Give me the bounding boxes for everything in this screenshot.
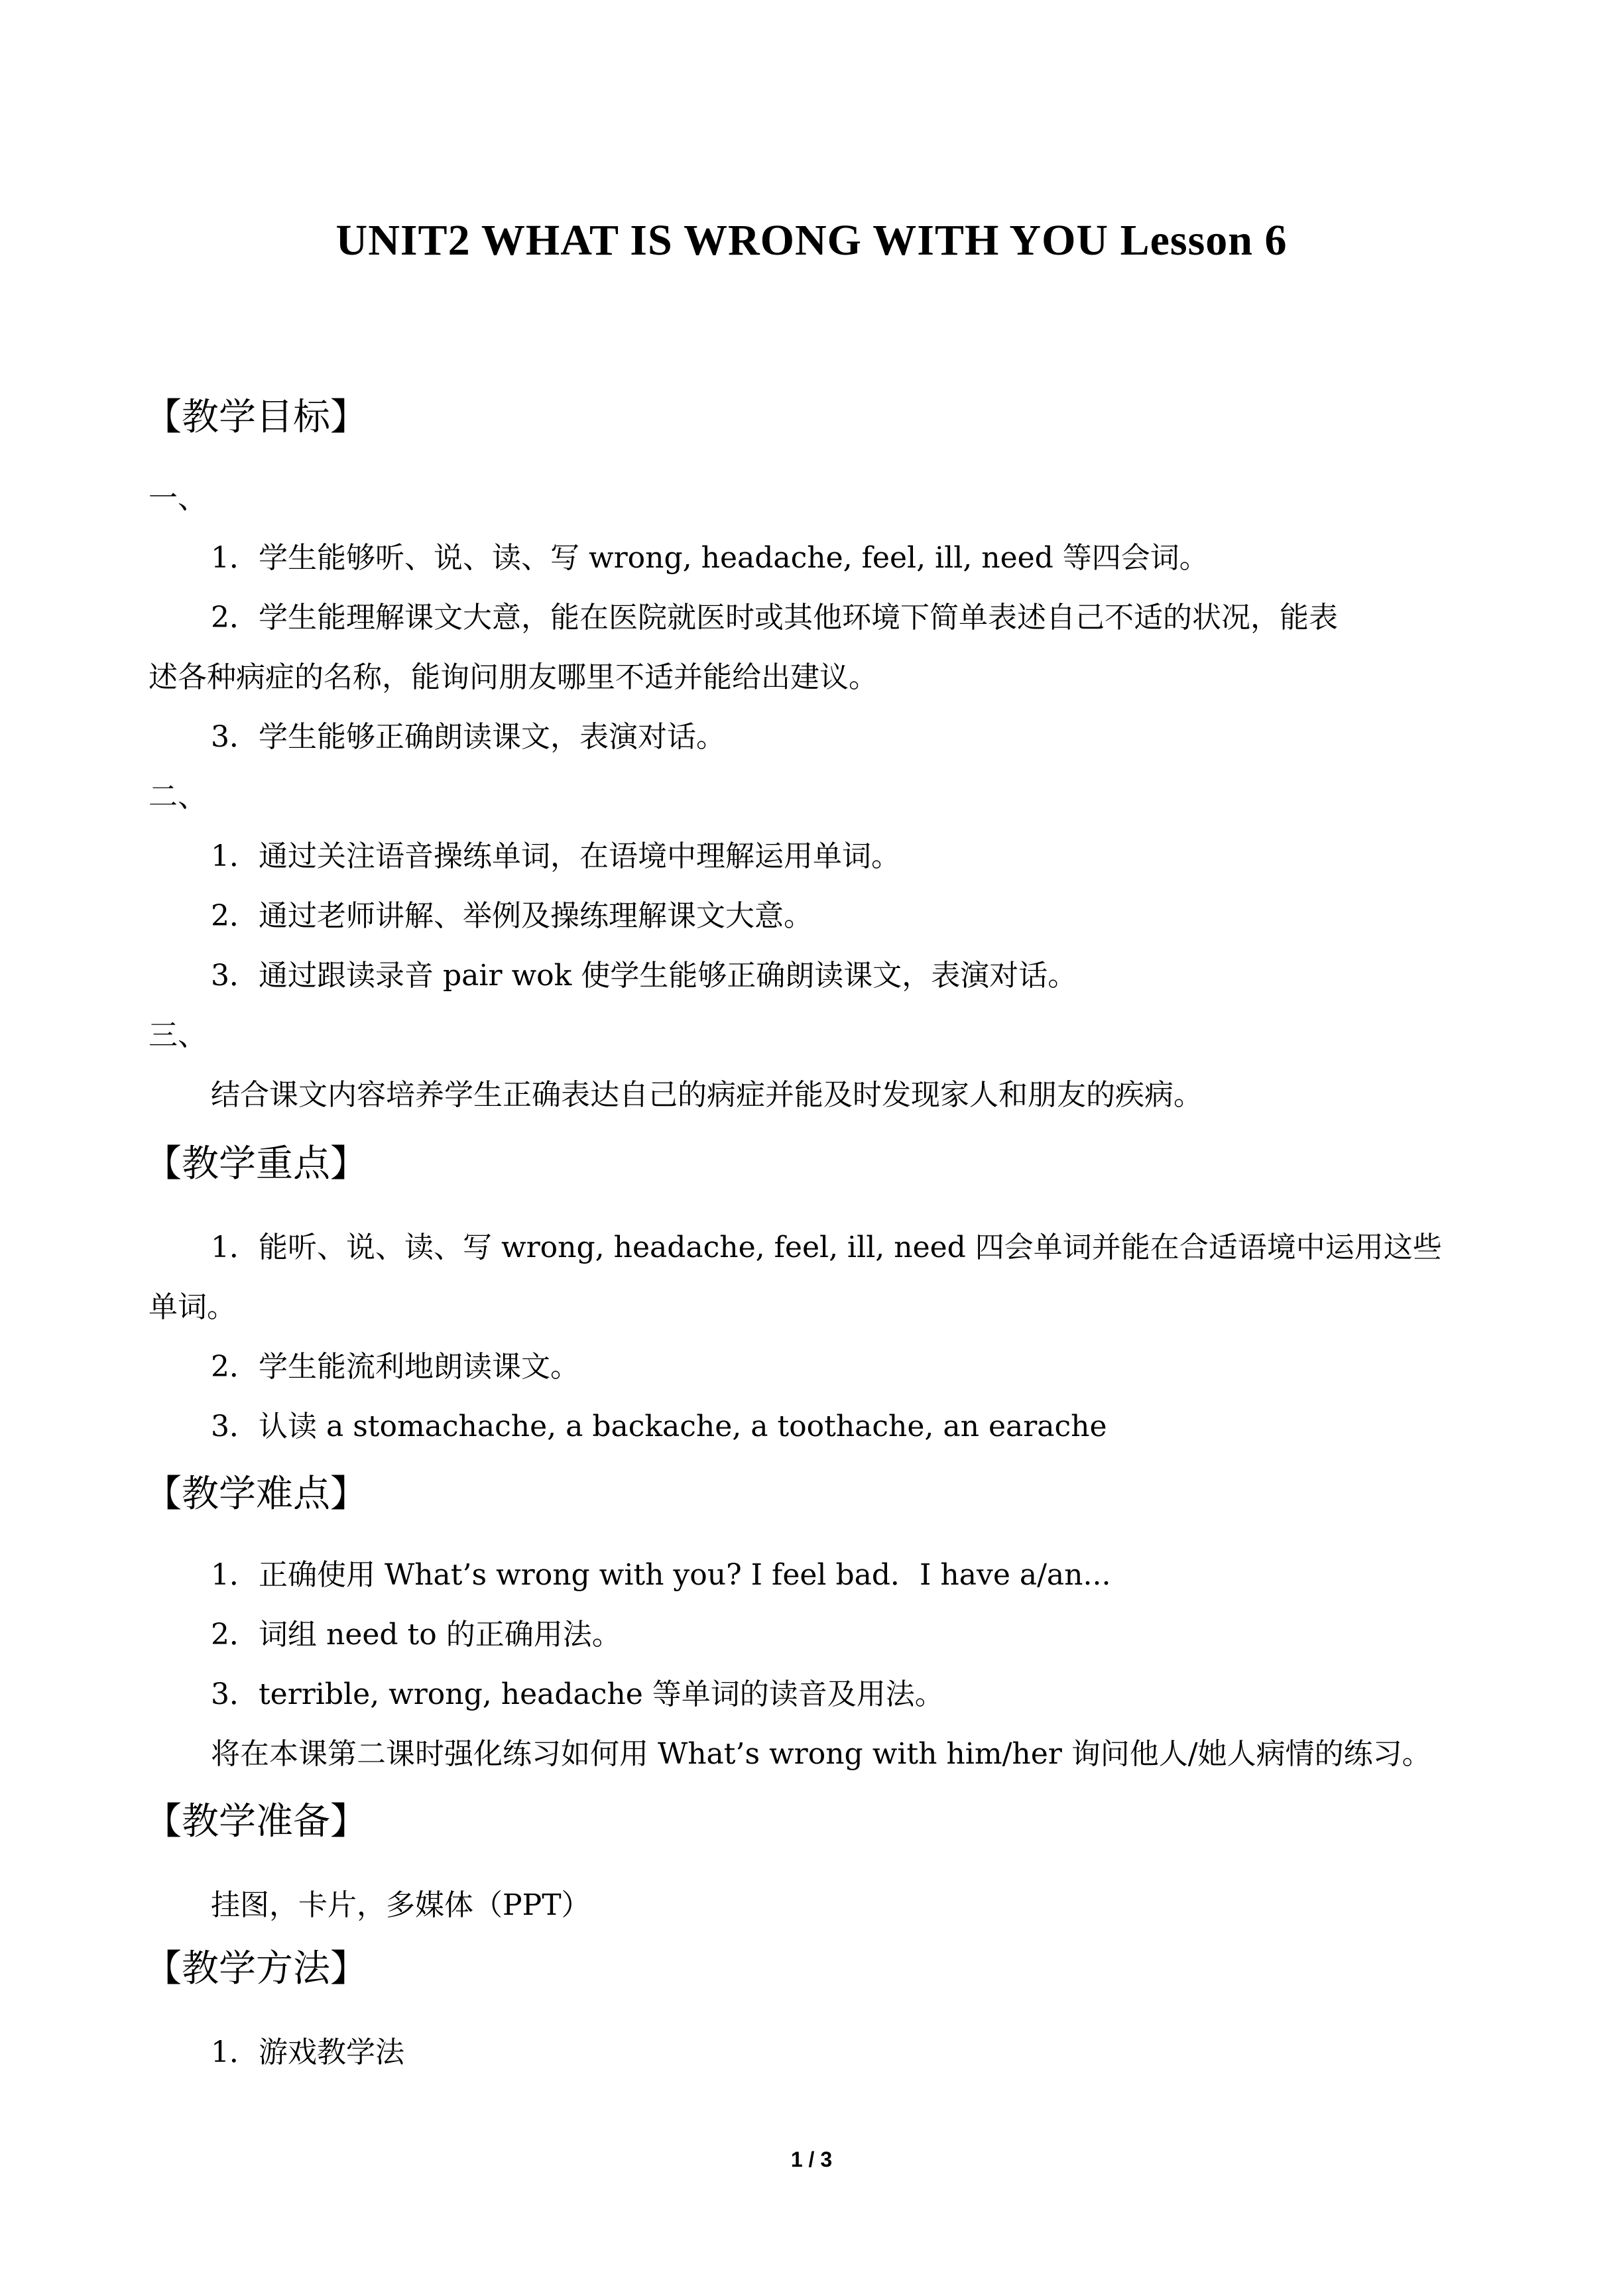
key-point-item: 2．学生能流利地朗读课文。 [211, 1350, 579, 1384]
part-marker-2: 二、 [149, 780, 207, 814]
key-point-item-continuation: 单词。 [149, 1290, 236, 1324]
key-point-item: 3．认读 a stomachache, a backache, a toothache, an earache [211, 1410, 1107, 1443]
part-marker-1: 一、 [149, 481, 207, 515]
objective-item: 3．学生能够正确朗读课文，表演对话。 [211, 720, 725, 754]
method-item: 1．游戏教学法 [211, 2035, 404, 2069]
section-heading-preparation: 【教学准备】 [145, 1800, 367, 1843]
objective-item: 2．通过老师讲解、举例及操练理解课文大意。 [211, 899, 813, 933]
objective-item: 1．学生能够听、说、读、写 wrong, headache, feel, ill, need 等四会词。 [211, 541, 1209, 575]
page-number: 1 / 3 [790, 2147, 833, 2171]
key-point-item: 1．能听、说、读、写 wrong, headache, feel, ill, need 四会单词并能在合适语境中运用这些 [211, 1231, 1442, 1264]
section-heading-objectives: 【教学目标】 [145, 396, 367, 439]
difficulty-item: 将在本课第二课时强化练习如何用 What’s wrong with him/her 询问他人/她人病情的练习。 [211, 1737, 1431, 1771]
document-title: UNIT2 WHAT IS WRONG WITH YOU Lesson 6 [335, 216, 1288, 265]
difficulty-item: 1．正确使用 What’s wrong with you? I feel bad．I have a/an... [211, 1558, 1111, 1592]
preparation-item: 挂图，卡片，多媒体（PPT） [211, 1888, 591, 1922]
section-heading-difficulties: 【教学难点】 [145, 1473, 367, 1516]
difficulty-item: 2．词组 need to 的正确用法。 [211, 1618, 621, 1652]
objective-item: 结合课文内容培养学生正确表达自己的病症并能及时发现家人和朋友的疾病。 [211, 1078, 1203, 1112]
objective-item: 3．通过跟读录音 pair wok 使学生能够正确朗读课文，表演对话。 [211, 959, 1077, 993]
difficulty-item: 3．terrible, wrong, headache 等单词的读音及用法。 [211, 1677, 944, 1711]
objective-item: 2．学生能理解课文大意，能在医院就医时或其他环境下简单表述自己不适的状况，能表 [211, 601, 1338, 634]
section-heading-key-points: 【教学重点】 [145, 1142, 367, 1185]
section-heading-methods: 【教学方法】 [145, 1947, 367, 1990]
part-marker-3: 三、 [149, 1018, 207, 1052]
objective-item: 1．通过关注语音操练单词，在语境中理解运用单词。 [211, 839, 900, 873]
objective-item-continuation: 述各种病症的名称，能询问朋友哪里不适并能给出建议。 [149, 660, 878, 694]
